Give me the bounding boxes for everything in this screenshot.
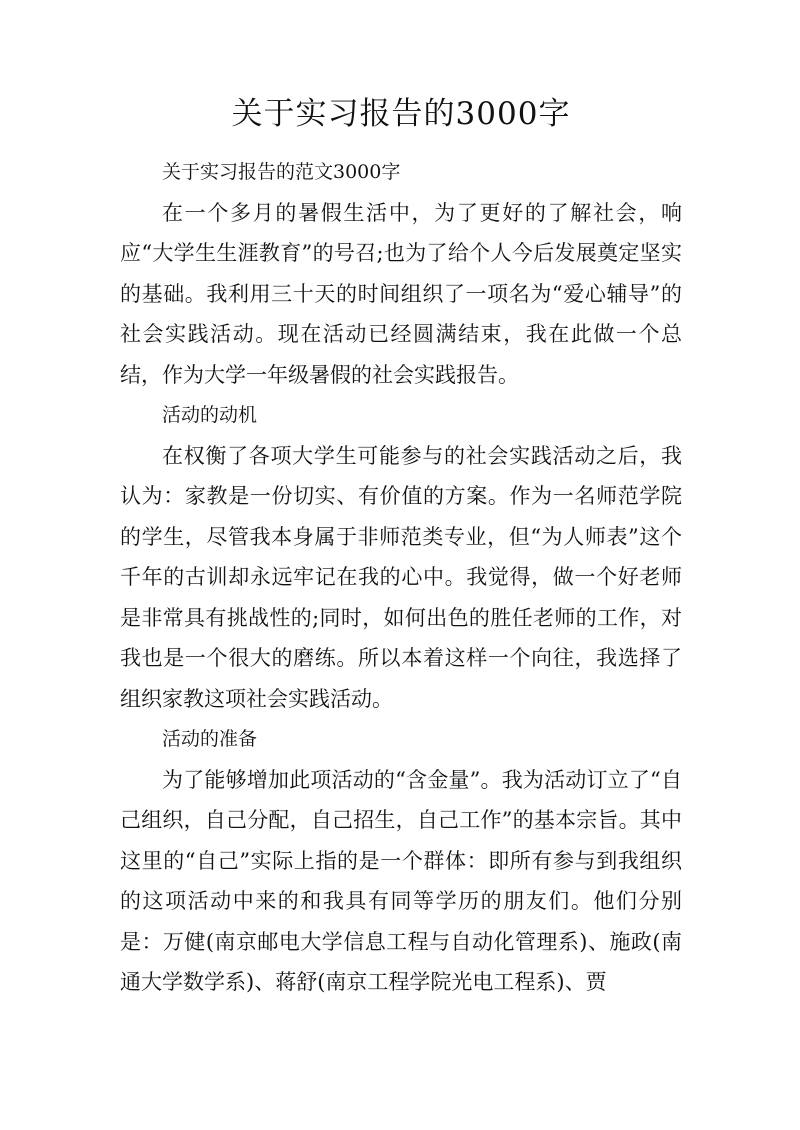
document-subtitle: 关于实习报告的范文3000字 <box>162 161 401 183</box>
section-heading-motivation: 活动的动机 <box>162 404 258 426</box>
paragraph-intro: 在一个多月的暑假生活中，为了更好的了解社会，响应“大学生生涯教育”的号召;也为了给个人今后发展奠定坚实的基础。我利用三十天的时间组织了一项名为“爱心辅导”的社会实践活动。现在活动已经圆满结束，我在此做一个总结，作为大学一年级暑假的社会实践报告。 <box>120 200 682 387</box>
section-heading-preparation: 活动的准备 <box>162 728 258 750</box>
paragraph-preparation: 为了能够增加此项活动的“含金量”。我为活动订立了“自己组织，自己分配，自己招生，自己工作”的基本宗旨。其中这里的“自己”实际上指的是一个群体：即所有参与到我组织的这项活动中来的和我具有同等学历的朋友们。他们分别是：万健(南京邮电大学信息工程与自动化管理系)、施政(南通大学数学系)、蒋舒(南京工程学院光电工程系)、贾 <box>120 767 682 994</box>
document-title: 关于实习报告的3000字 <box>231 96 571 132</box>
paragraph-motivation: 在权衡了各项大学生可能参与的社会实践活动之后，我认为：家教是一份切实、有价值的方案。作为一名师范学院的学生，尽管我本身属于非师范类专业，但“为人师表”这个千年的古训却永远牢记在我的心中。我觉得，做一个好老师是非常具有挑战性的;同时，如何出色的胜任老师的工作，对我也是一个很大的磨练。所以本着这样一个向往，我选择了组织家教这项社会实践活动。 <box>120 443 682 711</box>
